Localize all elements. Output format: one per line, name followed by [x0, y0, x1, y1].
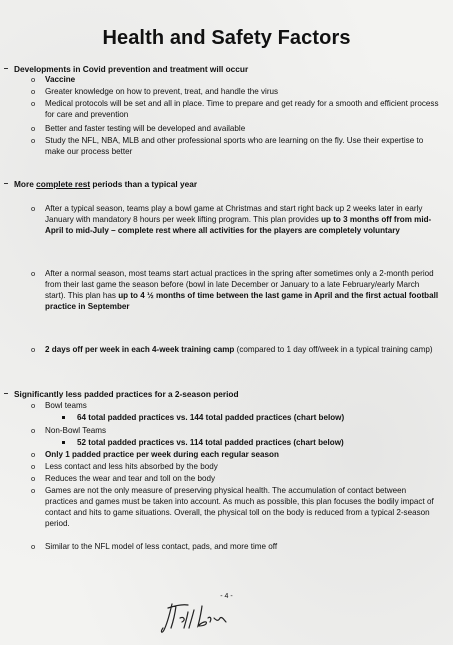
page-title: Health and Safety Factors [102, 27, 351, 49]
signature [158, 598, 238, 638]
circle-bullet-icon: o [31, 75, 36, 84]
square-bullet-icon [62, 416, 65, 419]
circle-bullet-icon: o [31, 401, 36, 410]
circle-bullet-icon: o [31, 87, 36, 96]
bullet-dash [4, 183, 8, 184]
circle-bullet-icon: o [31, 269, 36, 278]
page-number: - 4 - [220, 593, 233, 600]
circle-bullet-icon: o [31, 450, 36, 459]
circle-bullet-icon: o [31, 462, 36, 471]
circle-bullet-icon: o [31, 124, 36, 133]
circle-bullet-icon: o [31, 345, 36, 354]
circle-bullet-icon: o [31, 426, 36, 435]
document-page: Health and Safety Factors Developments in Covid prevention and treatment will occur o Vaccine o Greater knowledge on how to prevent, treat, and handle the virus o Medical protocols will be set and all in place. Time to prepare and get ready for a smooth and efficient process for care and prevention o Better and faster testing will be developed and available o Study the NFL, NBA, MLB and other professional sports who are learning on the fly. Use their expertise to make our process better More complete rest periods than a typical year o After a typical season, teams play a bowl game at Christmas and start right back up 2 weeks later in early January with mandatory 8 hours per week lifting program. This plan provides up to 3 months off from mid-April to mid-July – complete rest where all activities for the players are completely voluntary o After a normal season, most teams start actual practices in the spring after sometimes only a 2-month period from their last game the season before (bowl in late December or January to a late February/early March start). This plan has up to 4 ½ months of time between the last game in April and the first actual football practice in September o 2 days off per week in each 4-week training camp (compared to 1 day off/week in a typical training camp) Significantly less padded practices for a 2-season period o Bowl teams 64 total padded practices vs. 144 total padded practices (chart below) o Non-Bowl Teams 52 total padded practices vs. 114 total padded practices (chart below) o Only 1 padded practice per week during each regular season o Less contact and less hits absorbed by the body o Reduces the wear and tear and toll on the body o Games are not the only measure of preserving physical health. The accumulation of contact between practices and games must be taken into account. As much as possible, this plan focuses the bodily impact of contact and hits to game situations. Overall, the physical toll on the body is reduced from a typical 2-season period. o Similar to the NFL model of less contact, pads, and more time off - 4 - [0, 0, 453, 645]
circle-bullet-icon: o [31, 474, 36, 483]
circle-bullet-icon: o [31, 486, 36, 495]
circle-bullet-icon: o [31, 542, 36, 551]
bullet-dash [4, 68, 8, 69]
circle-bullet-icon: o [31, 136, 36, 145]
circle-bullet-icon: o [31, 99, 36, 108]
bullet-dash [4, 393, 8, 394]
circle-bullet-icon: o [31, 204, 36, 213]
square-bullet-icon [62, 441, 65, 444]
